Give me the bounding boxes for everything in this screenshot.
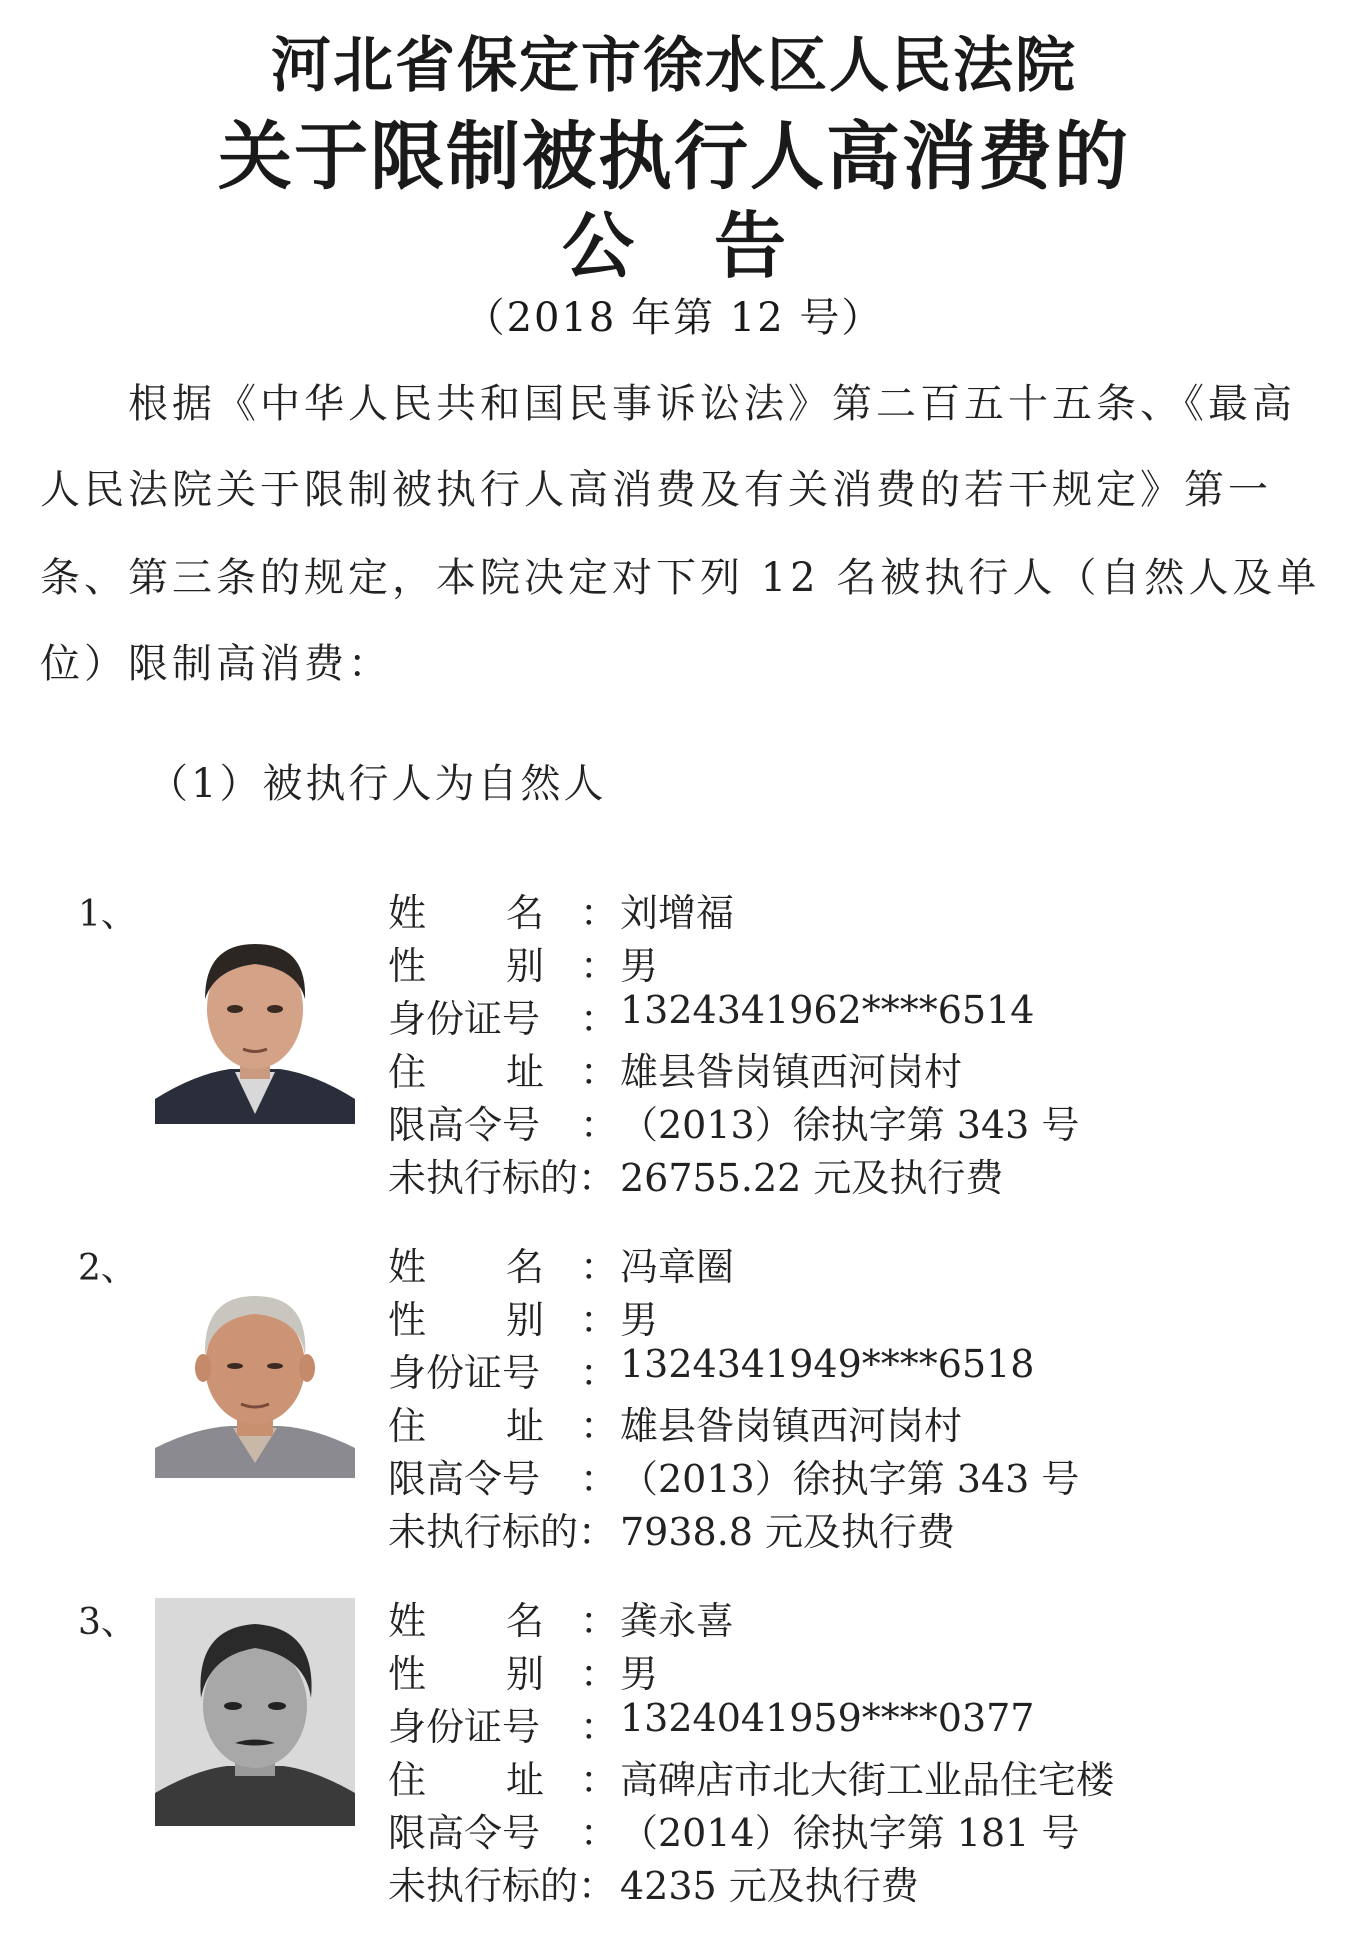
label-address-1: 住	[388, 1050, 427, 1094]
label-name-2: 名	[506, 1245, 545, 1289]
label-name-1: 姓	[388, 1599, 427, 1643]
value-gender: 男	[620, 1652, 659, 1696]
issue-number: （2018 年第 12 号）	[464, 295, 884, 341]
label-gender-2: 别	[506, 1652, 545, 1696]
person-photo	[155, 914, 355, 1124]
colon: ：	[580, 1103, 619, 1147]
value-order: （2013）徐执字第 343 号	[620, 1103, 1080, 1147]
value-name: 冯章圈	[620, 1245, 735, 1289]
value-address: 雄县昝岗镇西河岗村	[620, 1404, 963, 1448]
colon: ：	[580, 1351, 619, 1395]
colon: ：	[580, 1404, 619, 1448]
doc-type-char-2: 告	[714, 203, 787, 288]
colon: ：	[580, 1457, 619, 1501]
label-name-1: 姓	[388, 1245, 427, 1289]
value-id: 1324341949****6518	[620, 1342, 1035, 1386]
value-amount: 4235 元及执行费	[620, 1864, 919, 1908]
colon: ：	[580, 944, 619, 988]
notice-doc-type	[0, 188, 1348, 292]
colon: ：	[580, 1050, 619, 1094]
colon: ：	[580, 1652, 619, 1696]
label-gender-2: 别	[506, 1298, 545, 1342]
colon: ：	[580, 1811, 619, 1855]
label-name-1: 姓	[388, 891, 427, 935]
body-line-3: 条、第三条的规定，本院决定对下列 12 名被执行人（自然人及单	[40, 555, 1321, 601]
label-gender-1: 性	[388, 1298, 427, 1342]
person-entry	[0, 882, 1348, 1232]
label-amount: 未执行标的：	[388, 1864, 617, 1908]
court-title: 河北省保定市徐水区人民法院	[271, 31, 1077, 101]
value-gender: 男	[620, 1298, 659, 1342]
label-amount: 未执行标的：	[388, 1156, 617, 1200]
entry-index: 3、	[78, 1602, 137, 1643]
person-entry	[0, 1236, 1348, 1586]
label-id: 身份证号	[388, 1351, 541, 1395]
colon: ：	[580, 1298, 619, 1342]
value-amount: 7938.8 元及执行费	[620, 1510, 956, 1554]
label-amount: 未执行标的：	[388, 1510, 617, 1554]
value-order: （2014）徐执字第 181 号	[620, 1811, 1080, 1855]
colon: ：	[580, 1705, 619, 1749]
colon: ：	[580, 1245, 619, 1289]
value-gender: 男	[620, 944, 659, 988]
body-line-1: 根据《中华人民共和国民事诉讼法》第二百五十五条、《最高	[128, 381, 1296, 427]
entry-index: 2、	[78, 1248, 137, 1289]
label-name-2: 名	[506, 1599, 545, 1643]
label-id: 身份证号	[388, 1705, 541, 1749]
value-name: 刘增福	[620, 891, 735, 935]
label-gender-1: 性	[388, 1652, 427, 1696]
label-order: 限高令号	[388, 1103, 541, 1147]
label-gender-1: 性	[388, 944, 427, 988]
person-photo	[155, 1268, 355, 1478]
label-address-1: 住	[388, 1758, 427, 1802]
value-amount: 26755.22 元及执行费	[620, 1156, 1004, 1200]
value-address: 雄县昝岗镇西河岗村	[620, 1050, 963, 1094]
label-order: 限高令号	[388, 1811, 541, 1855]
value-address: 高碑店市北大街工业品住宅楼	[620, 1758, 1115, 1802]
label-name-2: 名	[506, 891, 545, 935]
label-address-2: 址	[506, 1758, 545, 1802]
label-address-2: 址	[506, 1404, 545, 1448]
label-gender-2: 别	[506, 944, 545, 988]
entry-index: 1、	[78, 894, 137, 935]
doc-type-char-1: 公	[561, 203, 634, 288]
section-heading: （1）被执行人为自然人	[148, 761, 607, 807]
value-id: 1324041959****0377	[620, 1696, 1035, 1740]
value-name: 龚永喜	[620, 1599, 735, 1643]
label-address-1: 住	[388, 1404, 427, 1448]
value-id: 1324341962****6514	[620, 988, 1035, 1032]
label-address-2: 址	[506, 1050, 545, 1094]
colon: ：	[580, 1758, 619, 1802]
colon: ：	[580, 1599, 619, 1643]
body-line-4: 位）限制高消费：	[40, 641, 392, 687]
colon: ：	[580, 891, 619, 935]
label-id: 身份证号	[388, 997, 541, 1041]
colon: ：	[580, 997, 619, 1041]
person-entry	[0, 1590, 1348, 1940]
value-order: （2013）徐执字第 343 号	[620, 1457, 1080, 1501]
person-photo	[155, 1598, 355, 1826]
notice-subject: 关于限制被执行人高消费的	[218, 114, 1130, 200]
label-order: 限高令号	[388, 1457, 541, 1501]
body-line-2: 人民法院关于限制被执行人高消费及有关消费的若干规定》第一	[40, 467, 1272, 513]
